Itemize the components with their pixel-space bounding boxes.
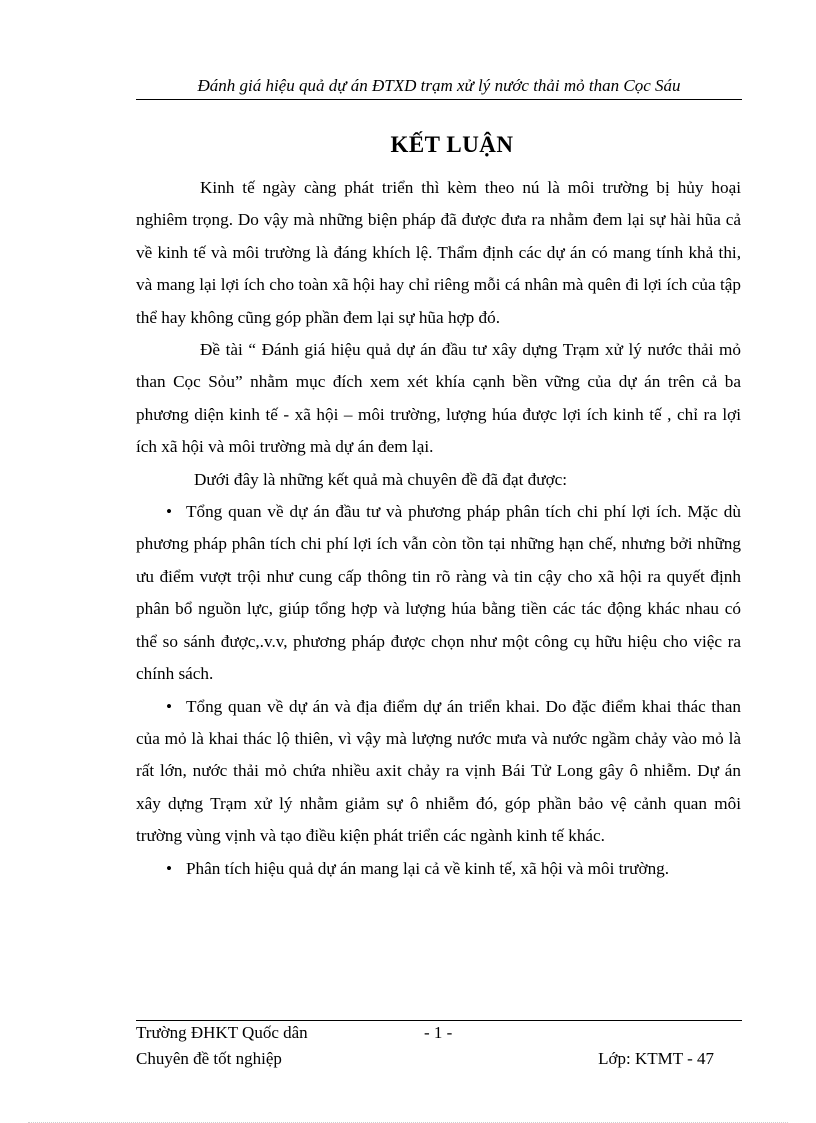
- bullet-text: Tổng quan về dự án và địa điểm dự án triển khai. Do đặc điểm khai thác than của mỏ là khai thác lộ thiên, vì vậy mà lượng nước mưa và nước ngầm chảy vào mỏ là rất lớn, nước thải mỏ chứa nhiều axit chảy ra vịnh Bái Tử Long gây ô nhiễm. Dự án xây dựng Trạm xử lý nhằm giảm sự ô nhiễm đó, góp phần bảo vệ cảnh quan môi trường vùng vịnh và tạo điều kiện phát triển các ngành kinh tế khác.: [136, 696, 741, 846]
- header-divider: [136, 99, 742, 100]
- running-header: Đánh giá hiệu quả dự án ĐTXD trạm xử lý nước thải mỏ than Cọc Sáu: [197, 76, 681, 95]
- bullet-item: [136, 853, 741, 885]
- paragraph: Kinh tế ngày càng phát triển thì kèm theo nú là môi trường bị hủy hoại nghiêm trọng. Do vậy mà những biện pháp đã được đưa ra nhằm đem lại sự hài hũa cả về kinh tế và môi trường là đáng khích lệ. Thẩm định các dự án có mang tính khả thi, và mang lại lợi ích cho toàn xã hội hay chỉ riêng mỗi cá nhân mà quên đi lợi ích của tập thể hay không cũng góp phần đem lại sự hũa hợp đó.: [136, 178, 741, 327]
- page-number: - 1 -: [424, 1023, 453, 1042]
- footer-school: Trường ĐHKT Quốc dân: [136, 1023, 308, 1042]
- footer-row-top: [136, 1020, 742, 1046]
- bullet-icon: •: [166, 858, 173, 878]
- page-footer: [136, 1020, 742, 1072]
- footer-class: Lớp: KTMT - 47: [598, 1049, 714, 1068]
- bullet-icon: •: [166, 696, 173, 716]
- footer-doc-type: Chuyên đề tốt nghiệp: [136, 1049, 282, 1068]
- bullet-item: [136, 691, 741, 853]
- bullet-text: Phân tích hiệu quả dự án mang lại cả về kinh tế, xã hội và môi trường.: [186, 858, 670, 878]
- bullet-text: Tổng quan về dự án đầu tư và phương pháp phân tích chi phí lợi ích. Mặc dù phương pháp phân tích chi phí lợi ích vẫn còn tồn tại những hạn chế, nhưng bởi những ưu điểm vượt trội như cung cấp thông tin rõ ràng và tin cậy cho xã hội ra quyết định phân bổ nguồn lực, giúp tổng hợp và lượng húa bằng tiền các tác động khác nhau có thể so sánh được,.v.v, phương pháp được chọn như một công cụ hữu hiệu cho việc ra chính sách.: [136, 502, 741, 684]
- section-title: KẾT LUẬN: [390, 132, 514, 157]
- body-text: [136, 172, 741, 885]
- paragraph: Dưới đây là những kết quả mà chuyên đề đã đạt được:: [194, 469, 568, 489]
- footer-row-bottom: [136, 1046, 742, 1072]
- paragraph: Đề tài “ Đánh giá hiệu quả dự án đầu tư xây dựng Trạm xử lý nước thải mỏ than Cọc Sỏu” nhằm mục đích xem xét khía cạnh bền vững của dự án trên cả ba phương diện kinh tế - xã hội – môi trường, lượng húa được lợi ích kinh tế , chỉ ra lợi ích xã hội và môi trường mà dự án đem lại.: [136, 340, 741, 457]
- bullet-item: [136, 496, 741, 690]
- bullet-icon: •: [166, 502, 173, 522]
